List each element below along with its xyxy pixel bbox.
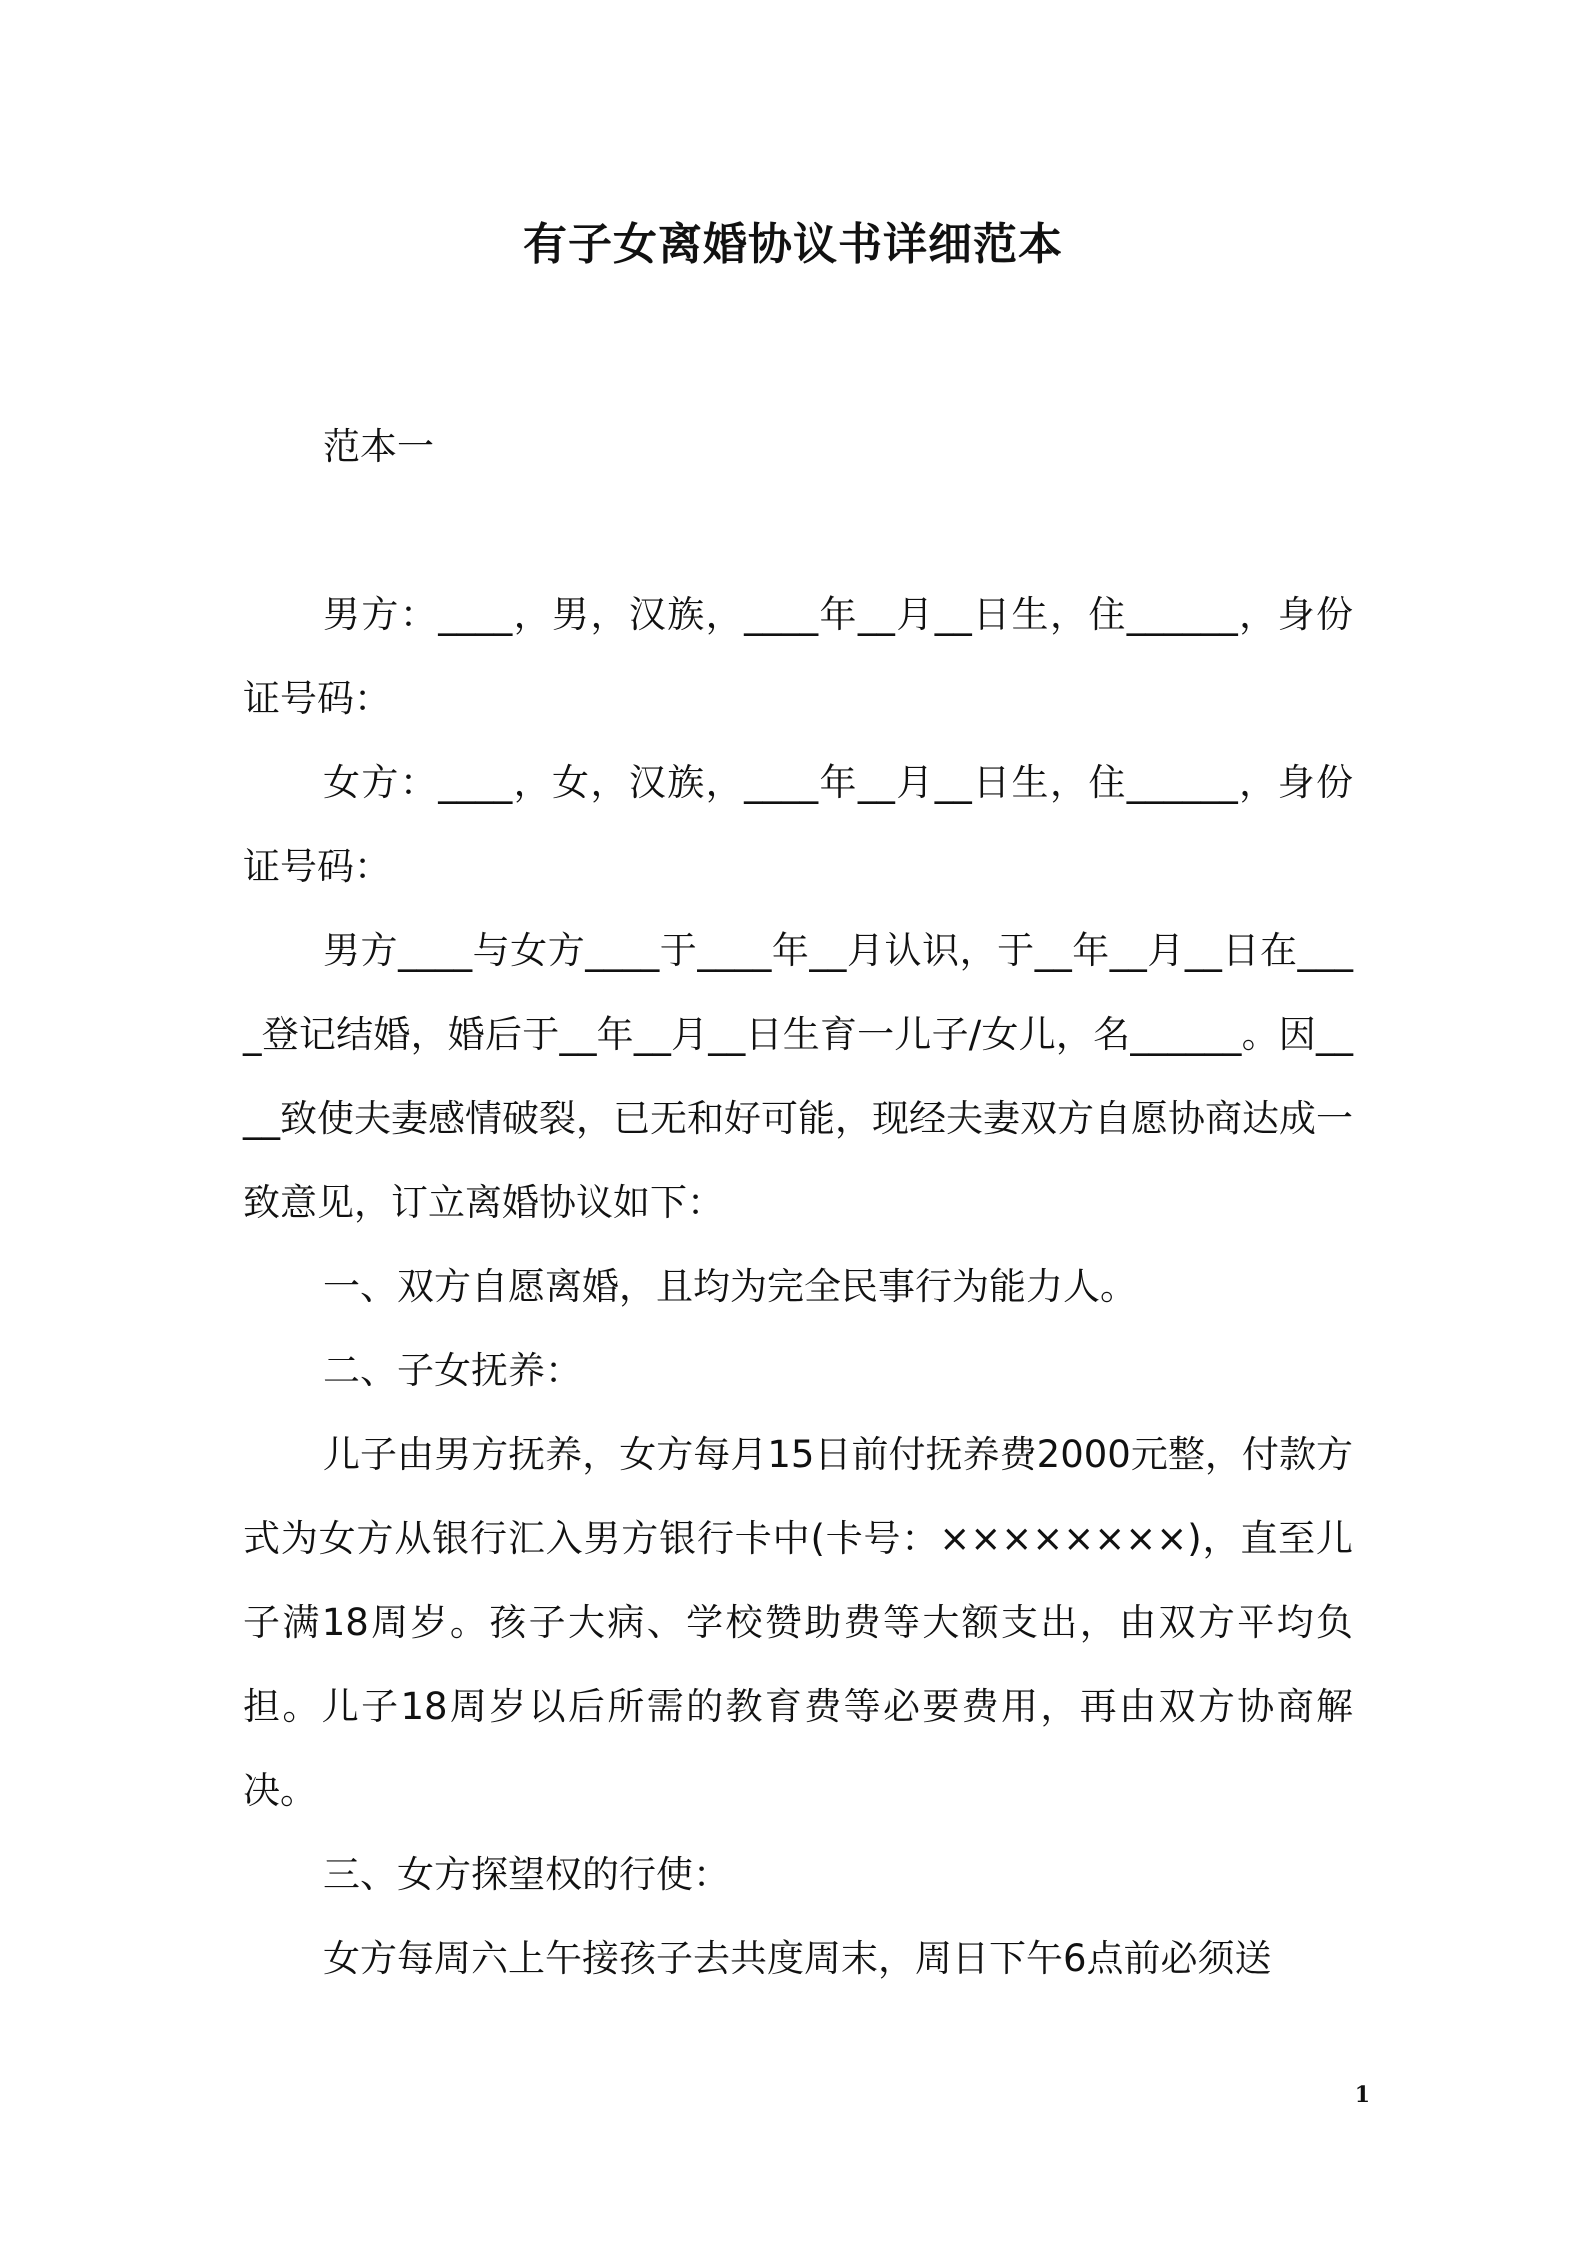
clause-1: 一、双方自愿离婚，且均为完全民事行为能力人。 xyxy=(323,1265,1137,1308)
page-number: 1 xyxy=(1354,2082,1370,2108)
section-label: 范本一 xyxy=(323,425,434,468)
paragraph-marriage-background: 男方____与女方____于____年__月认识，于__年__月__日在____登记结婚，婚后于__年__月__日生育一儿子/女儿，名______。因____致使夫妻感情破裂，已无和好可能，现经夫妻双方自愿协商达成一致意见，订立离婚协议如下： xyxy=(243,929,1353,1224)
document-body xyxy=(243,405,1353,2001)
paragraph-female-party: 女方：____，女，汉族，____年__月__日生，住______，身份证号码： xyxy=(243,761,1353,888)
clause-2-heading: 二、子女抚养： xyxy=(323,1349,582,1392)
document-title: 有子女离婚协议书详细范本 xyxy=(523,219,1063,270)
clause-3-body: 女方每周六上午接孩子去共度周末，周日下午6点前必须送 xyxy=(323,1937,1272,1980)
paragraph-male-party: 男方：____，男，汉族，____年__月__日生，住______，身份证号码： xyxy=(243,593,1353,720)
clause-3-heading: 三、女方探望权的行使： xyxy=(323,1853,730,1896)
clause-2-body: 儿子由男方抚养，女方每月15日前付抚养费2000元整，付款方式为女方从银行汇入男方银行卡中(卡号：××××××××)，直至儿子满18周岁。孩子大病、学校赞助费等大额支出，由双方平均负担。儿子18周岁以后所需的教育费等必要费用，再由双方协商解决。 xyxy=(243,1433,1353,1812)
